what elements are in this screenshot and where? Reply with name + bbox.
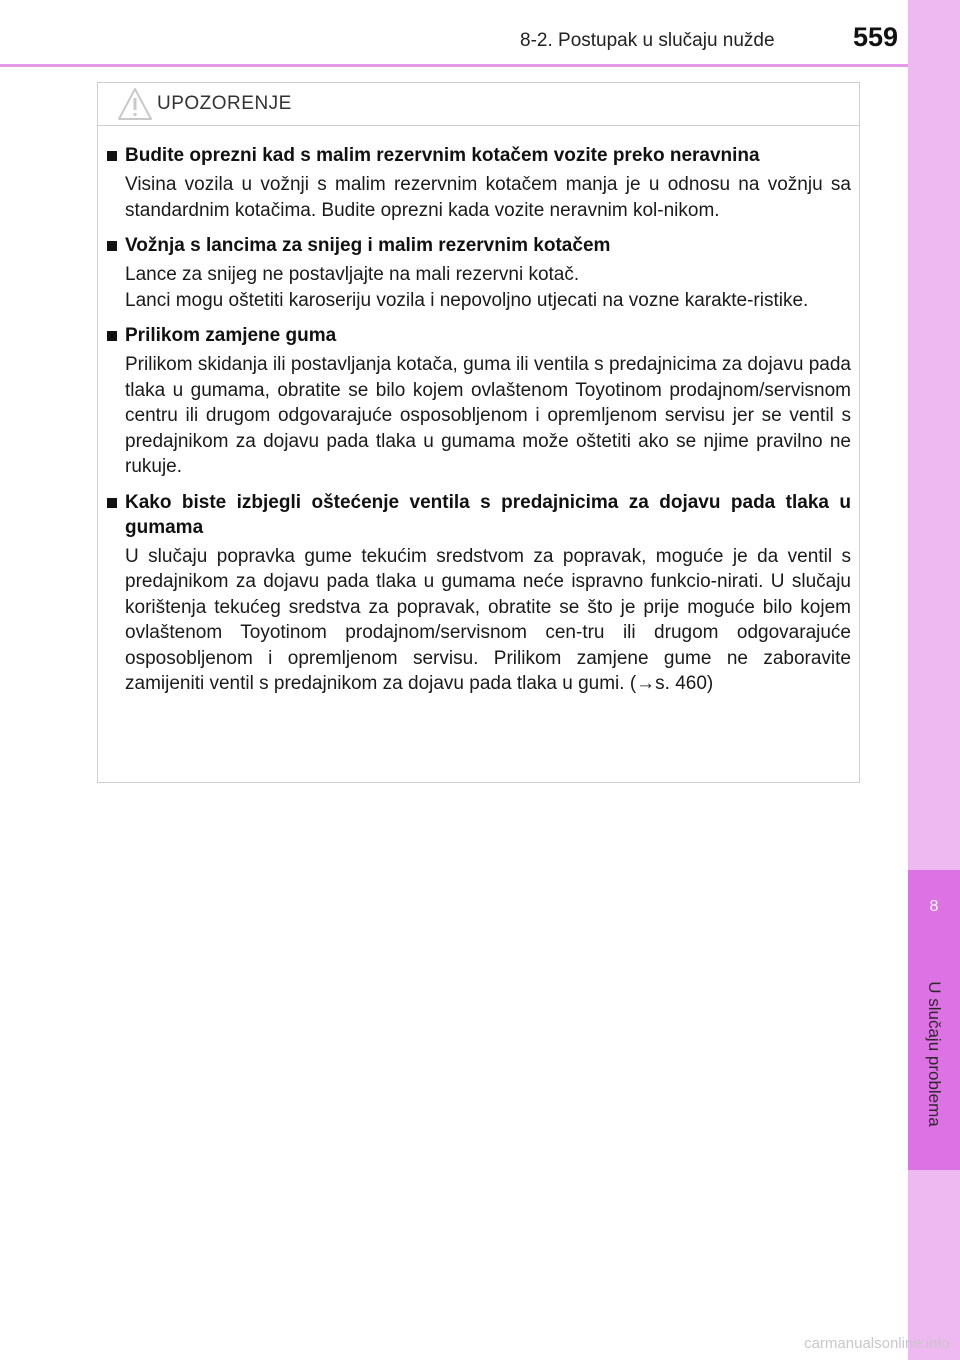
section-heading-text: Prilikom zamjene guma	[125, 325, 337, 346]
section-text	[125, 172, 851, 223]
page-number: 559	[852, 22, 898, 52]
chapter-number: 8	[929, 898, 939, 915]
paragraph: Lanci mogu oštetiti karoseriju vozila i nepovoljno utjecati na vozne karakte-ristike.	[125, 289, 809, 311]
paragraph: Lance za snijeg ne postavljajte na mali rezervni kotač.	[125, 264, 580, 285]
section-heading-text: Kako biste izbjegli oštećenje ventila s predajnicima za dojavu pada tlaka u gumama	[125, 491, 851, 538]
section-text	[125, 544, 851, 697]
section-heading	[105, 323, 851, 348]
section-heading-text: Budite oprezni kad s malim rezervnim kotačem vozite preko neravnina	[125, 145, 760, 166]
watermark: carmanualsonline.info	[804, 1335, 950, 1352]
section-title: 8-2. Postupak u slučaju nužde	[520, 30, 775, 51]
header-rule	[0, 64, 908, 67]
paragraph: Visina vozila u vožnji s malim rezervnim kotačem manja je u odnosu na vožnju sa standardnim kotačima. Budite oprezni kada vozite neravnim kol-nikom.	[125, 174, 851, 221]
section-heading-text: Vožnja s lancima za snijeg i malim rezervnim kotačem	[125, 235, 611, 256]
section-heading	[105, 233, 851, 258]
chapter-title: U slučaju problema	[925, 981, 944, 1127]
warning-triangle-icon	[117, 87, 153, 121]
warning-box	[97, 82, 860, 783]
warning-section	[105, 323, 851, 480]
paragraph: Prilikom skidanja ili postavljanja kotača, guma ili ventila s predajnicima za dojavu pada tlaka u gumama, obratite se bilo kojem ovlaštenom Toyotinom prodajnom/servisnom centru ili drugom odgovarajuće osposobljenom i opremljenom servisu jer se ventil s predajnikom za dojavu pada tlaka u gumama može oštetiti ako se njime pravilno ne rukuje.	[125, 354, 851, 477]
warning-section	[105, 233, 851, 313]
warning-header	[98, 83, 859, 126]
warning-section	[105, 490, 851, 697]
warning-section	[105, 143, 851, 223]
paragraph: U slučaju popravka gume tekućim sredstvom za popravak, moguće je da ventil s predajnikom za dojavu pada tlaka u gumama neće ispravno funkcio-nirati. U slučaju korištenja tekućeg sredstva za popravak, obratite se što je prije moguće bilo kojem ovlaštenom Toyotinom prodajnom/servisnom cen-tru ili drugom odgovarajuće osposobljenom i opremljenom servisu. Prilikom zamjene gume ne zaboravite zamijeniti ventil s predajnikom za dojavu pada tlaka u gumi. (→s. 460)	[125, 545, 851, 694]
square-bullet-icon	[107, 498, 117, 508]
section-heading	[105, 490, 851, 540]
warning-body	[98, 126, 859, 697]
section-text	[125, 352, 851, 480]
square-bullet-icon	[107, 241, 117, 251]
warning-label: UPOZORENJE	[157, 93, 292, 114]
square-bullet-icon	[107, 151, 117, 161]
section-heading	[105, 143, 851, 168]
section-text	[125, 262, 851, 313]
square-bullet-icon	[107, 331, 117, 341]
